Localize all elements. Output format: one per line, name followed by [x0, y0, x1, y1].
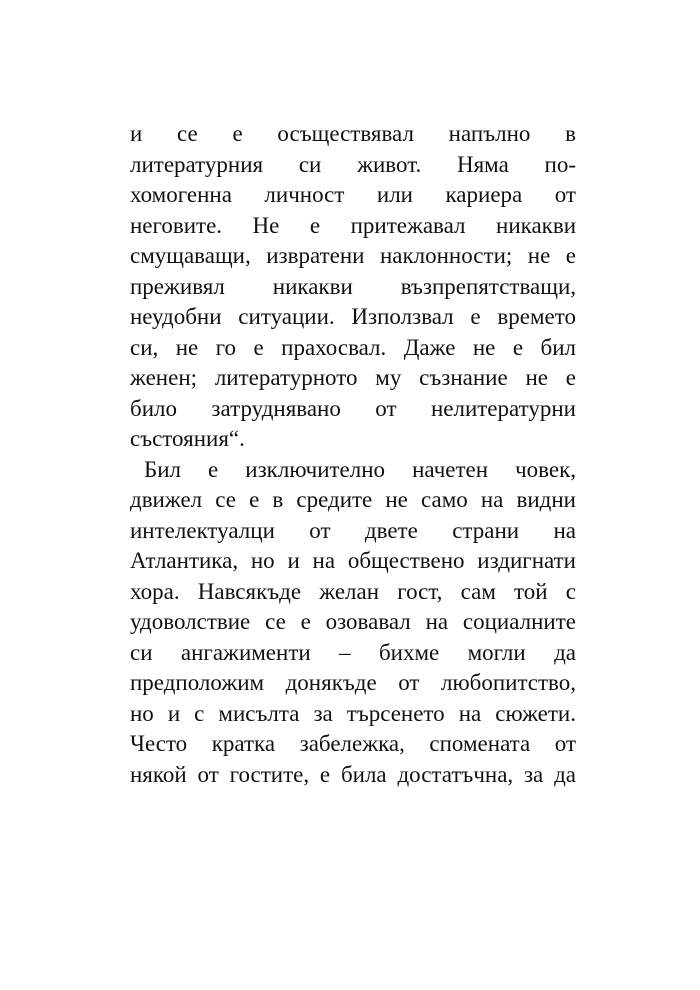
text-line: женен; литературното му съзнание не е [130, 365, 576, 390]
text-line: литературния си живот. Няма по- [130, 151, 576, 177]
text-line: си, не го е прахосвал. Даже не е бил [130, 334, 576, 360]
text-line: преживял никакви възпрепятстващи, [130, 273, 576, 299]
text-line: удоволствие се е озовавал на социалните [130, 609, 576, 634]
text-line: но и с мисълта за търсенето на сюжети. [130, 700, 576, 726]
text-line: Атлантика, но и на обществено издигнати [130, 548, 576, 573]
text-line: си ангажименти – бихме могли да [130, 639, 576, 665]
text-line: интелектуалци от двете страни на [130, 517, 576, 543]
text-line: било затруднявано от нелитературни [130, 395, 576, 421]
text-line: неудобни ситуации. Използвал е времето [130, 304, 576, 329]
text-line: Бил е изключително начетен човек, [144, 456, 576, 482]
text-line: смущаващи, извратени наклонности; не е [130, 243, 576, 268]
text-line: и се е осъществявал напълно в [130, 121, 576, 146]
text-line: някой от гостите, е била достатъчна, за да [130, 761, 576, 787]
text-line: движел се е в средите не само на видни [130, 487, 576, 512]
text-line: неговите. Не е притежавал никакви [130, 212, 576, 238]
text-line: Често кратка забележка, спомената от [130, 731, 576, 756]
text-line: хора. Навсякъде желан гост, сам той с [130, 578, 576, 604]
text-line: хомогенна личност или кариера от [130, 182, 576, 207]
text-line: предположим донякъде от любопитство, [130, 670, 576, 695]
text-line: състояния“. [130, 426, 245, 451]
body-text [130, 119, 576, 790]
